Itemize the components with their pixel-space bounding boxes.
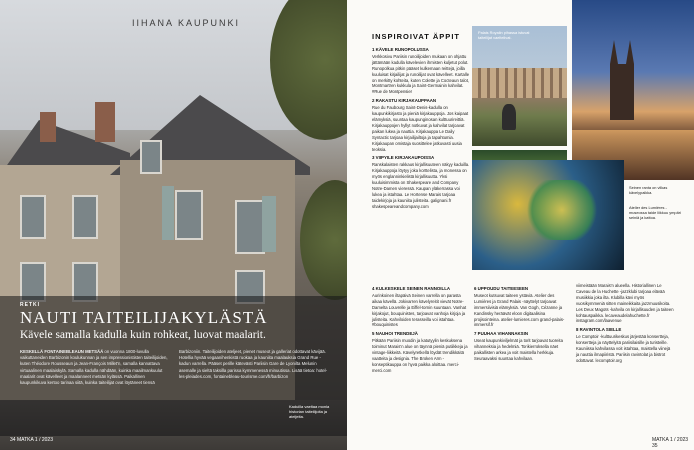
- right-page: [347, 0, 694, 450]
- item-text: Ranskalaisten rakkaus kirjallisuuteen näkyy kaduilla. Kirjakauppoja löytyy joka korttelista, ja monessa on myös englanninkielistä kirjallisuutta. Yksi kuuluisimmista on Shakespeare and Company Notre-Damen vieressä. Kaupan yläkerrassa voi lukea ja istahtaa. Le Hortense Marais tarjoaa taidekirjoja ja kauniita julisteita. galignani.fr shakespeareandcompany.com: [372, 162, 470, 209]
- photo-atelier-lumieres: [472, 160, 624, 270]
- item-text: viimeistään Marais'n alueella. Historiallinen Le Caveau de la Huchette -jazzklubi tarjoaa elävää musiikkia joka ilta. Klubilla kävi myös vuosikymmeniä sitten maineikkaita jazzmuusikoita. Les Deux Magots -kahvila on kirjallisuuden ja taiteen kohtauspaikka. lecaveaudelahuchette.fr instagram.com/laavenue: [576, 283, 674, 324]
- item-text: Verkkosivu Pariisin runoilijoiden mukaan on ohjattu jättämään kadulla kävelevien ihmisten kuljetut polut. Runopolkua pitkin pääset kulkemaan reittejä, joilla kuuluisat kirjailijat ja runoilijat ovat kävelleet. Kartalle on merkitty kohteita, kuten Colette ja Cocteaun talot, Montmartren kukkula ja Saint-Germainin kahvilat. #Rue de Montpensier: [372, 53, 470, 95]
- item-heading: 5 NAUHOI TRENDEJÄ: [372, 331, 418, 337]
- page-title: INSPIROIVAT ÄPPIT: [372, 32, 460, 41]
- shutter: [262, 196, 276, 252]
- cathedral-silhouette: [602, 40, 642, 120]
- text-column-1: [372, 44, 470, 210]
- shutter: [162, 186, 174, 240]
- building-facade: [472, 68, 567, 98]
- text-column-2: [372, 283, 470, 374]
- item-heading: 4 KULKESKELE SEINEN RANNOILLA: [372, 286, 451, 291]
- photo-caption: Atelier des Lumières -museossa taide liikkuu ympäri seiniä ja kattoa.: [629, 205, 681, 220]
- item-heading: 7 PUUHAA VIHANNAKSIN: [474, 331, 528, 337]
- window: [235, 200, 265, 254]
- window: [72, 195, 98, 239]
- photo-palais-royal: [472, 26, 567, 146]
- section-label: RETKI: [20, 302, 40, 308]
- item-heading: 3 VIIPYILE KIRJAKAUPOISSA: [372, 155, 435, 161]
- item-heading: 8 RAVINTOLA SIELLE: [576, 327, 622, 333]
- item-text: Aurinkoinen iltapäivä Seinen varrella on parasta aikaa kävellä. Jokivarren kävelyreitit vievät Notre-Damelta Louvrelle ja Eiffel-tornin suuntaan. Vanhat kirjakojut, bouquinistes, tarjoavat vanhoja kirjoja ja julisteita. Kahviloiden terasseilla voi istahtaa. #bouquinistes: [372, 292, 467, 328]
- projected-painting: [522, 180, 602, 240]
- item-text: Le Comptoir -kulttuurikeskus järjestää konsertteja, konsertteja ja näyttelyitä pariisilaisille ja turisteille. Kauniissa kahvilassa voit istahtaa, maistella viinejä ja nauttia ilmapiiristä. Pariisin ravintolat ja bistrot odottavat. lecomptoir.org: [576, 334, 671, 363]
- person-silhouette: [502, 104, 516, 130]
- page-number-right: MATKA 1 / 2023 35: [652, 437, 689, 449]
- photo-paris-dusk: [572, 0, 694, 180]
- photo-caption: Palais Royalin pihassa istuvat taiteilijat vaeltelivat.: [478, 30, 530, 40]
- item-text: Useat kaupunkiviljelmät ja torit tarjoavat tuoreita vihanneksia ja hedelmiä. Torikierroksella näet paikallisten arkea ja voit maistella herkkuja. Seuraavaksi suuntaa kahvilaan.: [474, 338, 563, 361]
- chimney: [40, 112, 56, 142]
- item-text: Pitkään Pariisin muodin ja katutyylin keskuksena toiminut Marais'n alue on täynnä pieniä putiikkeja ja vintage-liikkeitä. Kävelyretkellä löydät trendikkäitä vaatteita ja designia. The Broken Arm -konseptikauppa on hyvä paikka aloittaa. merci-merci.com: [372, 338, 468, 373]
- page-number-left: 34 MATKA 1 / 2023: [10, 437, 53, 443]
- intro-body: on vuonna 1800-luvulla vaikuttaneiden Barbizonin koulukunnan ja sen impressionististen taiteilijoiden, kuten Théodore Rousseaun ja Jean-François Millet'n, samalla kannattava virtuaalinen maalaiskylä. Samalla kadulla nähdään, kuinka maailmankuulut maalarit ovat kävelleet ja maalanneet metsän kylässä. Paikallinen kaupunkikuva kertoo tarinaa siitä, kuinka taiteilijat ovat löytäneet tiensä Barbizoniin. Taiteilijoiden ateljeet, pienet museot ja galleriat odottavat kävijää. Hotellia hyvää vegaanihenkistä ruokaa ja kauniita maalauksia Grand Rue -kadun varrella. Pääset perille kätevästi Pariisin Gare de Lyonilta Melunin asemalle ja sieltä taksilla parissa kymmenessä minuutissa. Lisää tietoa: hotel-les-pleiades.com, fontainebleau-tourisme.com/fr/barbizon: [20, 349, 328, 386]
- author-name: IIHANA KAUPUNKI: [132, 18, 241, 28]
- tree: [300, 180, 347, 300]
- text-column-3: [474, 283, 572, 362]
- item-text: Museot kutsuvat taiteen ystäviä. Atelier des Lumières ja Grand Palais -näyttelyt tarjoavat immersiivisiä elämyksiä. Van Gogh, Cézanne ja Kandinsky heräävät eloon digitaalisina projisointeina. atelier-lumieres.com grand-palais-immersif.fr: [474, 292, 565, 328]
- photo-caption: Seinen ranta on vilkas kävelypaikka.: [629, 185, 668, 195]
- item-heading: 1 KÄVELE RUNOPOLUSSA: [372, 47, 429, 52]
- window: [140, 140, 162, 174]
- text-column-4: [576, 283, 674, 364]
- photo-caption: Kaduilla vaeltaa monia historian taiteilijoita ja ateljeita.: [289, 404, 330, 420]
- item-heading: 2 RAKASTU KIRJAKAUPPAAN: [372, 98, 437, 104]
- chimney: [95, 102, 115, 142]
- item-text: Rue du Faubourg Saint-Denis-kadulla on kaupunkikirjasto ja pieniä kirjakauppoja. Jos kaipaat elämyksiä, suuntaa kaupunginosan kulttuurireittiä. Kirjakauppojen hyllyt notkuvat ja kahvilat tarjoavat paikan lukea ja nauttia. Kirjakauppa Le Daily Syntactic tarjoaa kirjailijailtoja ja tapahtumia. Kirjakaupan omistaja suosittelee jatkuvasti uusia teoksia.: [372, 105, 469, 152]
- item-heading: 6 UPPOUDU TAITEESEEN: [474, 286, 529, 291]
- intro-text: [20, 349, 330, 386]
- article-headline: NAUTI TAITEILIJAKYLÄSTÄ: [20, 308, 268, 327]
- intro-lead: KESKELLÄ FONTAINEBLEAUN METSÄÄ: [20, 349, 104, 354]
- window: [175, 190, 203, 240]
- window: [20, 195, 46, 239]
- article-subhead: Kävele samalla kadulla kuin rohkeat, luovat maalarit.: [20, 329, 266, 341]
